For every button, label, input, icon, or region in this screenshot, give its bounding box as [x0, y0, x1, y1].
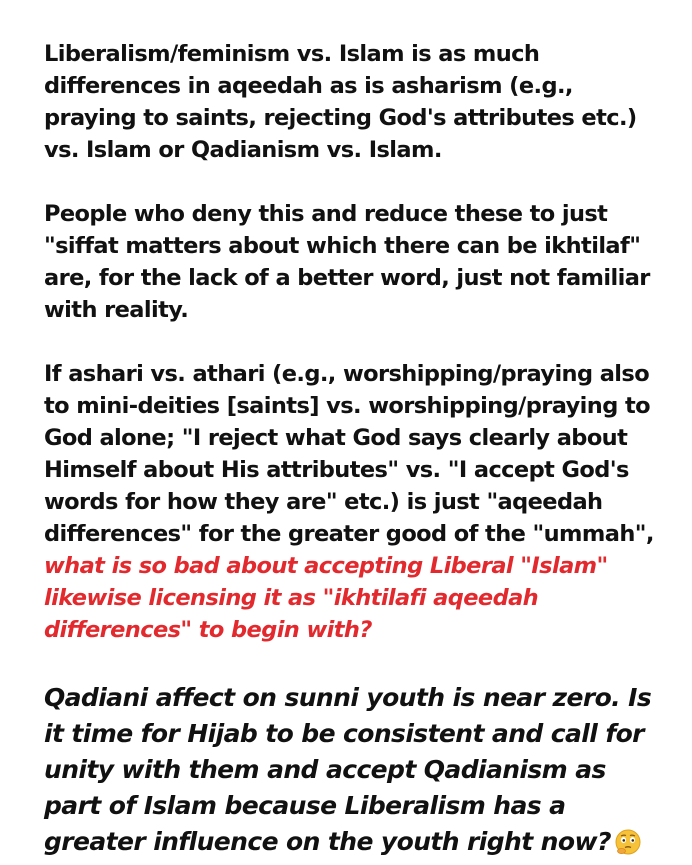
paragraph-2: People who deny this and reduce these to just "siffat matters about which there can be ikhtilaf" are, for the lack of a better word, just not familiar with reality. — [44, 201, 650, 323]
paragraph-3 — [44, 358, 664, 646]
paragraph-3-highlight: what is so bad about accepting Liberal "Islam" likewise licensing it as "ikhtilafi aqeedah differences" to begin with? — [44, 553, 608, 643]
paragraph-3-text: If ashari vs. athari (e.g., worshipping/praying also to mini-deities [saints] vs. worshipping/praying to God alone; "I reject what God says clearly about Himself about His attributes" vs. "I accept God's words for how they are" etc.) is just "aqeedah differences" for the greater good of the "ummah", — [44, 361, 654, 547]
paragraph-4-text: Qadiani affect on sunni youth is near zero. Is it time for Hijab to be consistent and call for unity with them and accept Qadianism as part of Islam because Liberalism has a greater influence on the youth right now? — [44, 683, 652, 856]
thinking-face-emoji-icon — [615, 829, 641, 855]
document-body — [44, 38, 664, 860]
paragraph-4 — [44, 680, 664, 860]
paragraph-1: Liberalism/feminism vs. Islam is as much differences in aqeedah as is asharism (e.g., praying to saints, rejecting God's attributes etc.) vs. Islam or Qadianism vs. Islam. — [44, 41, 637, 163]
